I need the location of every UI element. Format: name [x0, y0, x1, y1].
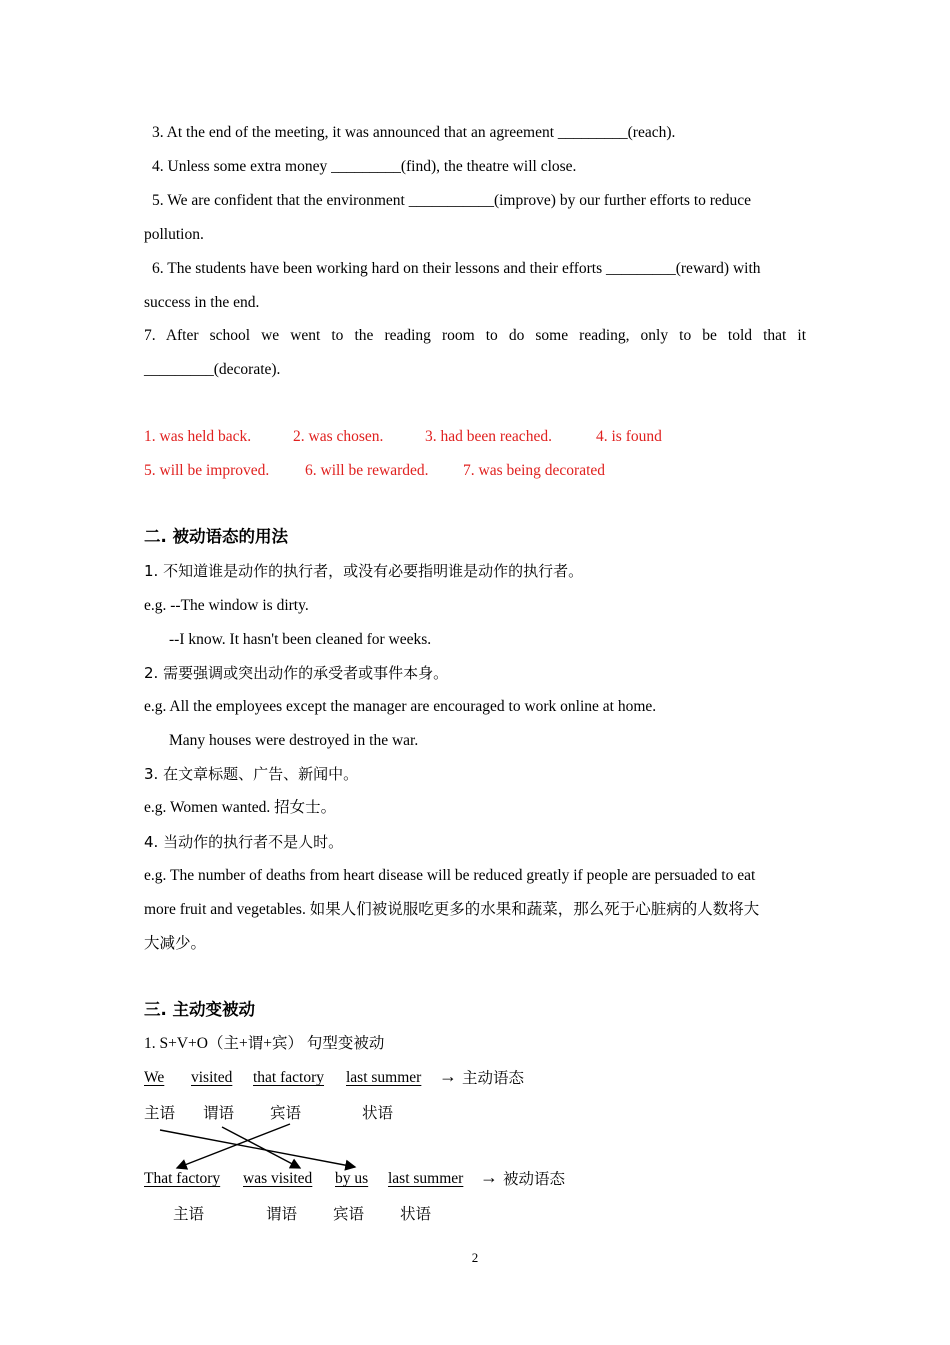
- passive-arrow-icon: →: [480, 1167, 498, 1187]
- active-role-subject: 主语: [144, 1104, 176, 1122]
- exercise-4: 4. Unless some extra money _________(find), the theatre will close.: [152, 158, 577, 175]
- active-adverbial-word: last summer: [346, 1069, 422, 1086]
- svo-pattern: 1. S+V+O（主+谓+宾） 句型变被动: [144, 1035, 385, 1052]
- active-subject-word: We: [144, 1069, 165, 1086]
- answer-2: 2. was chosen.: [293, 428, 384, 445]
- answer-5: 5. will be improved.: [144, 462, 270, 479]
- object-to-subject-arrow: [177, 1124, 290, 1168]
- exercise-6-line2: success in the end.: [144, 294, 260, 311]
- active-role-object: 宾语: [270, 1104, 302, 1122]
- usage-1-example-1: e.g. --The window is dirty.: [144, 597, 309, 614]
- usage-4-example-2: more fruit and vegetables. 如果人们被说服吃更多的水果和蔬菜，那么死于心脏病的人数将大: [144, 901, 760, 918]
- section-2-heading: 二. 被动语态的用法: [144, 527, 289, 546]
- usage-4: 4. 当动作的执行者不是人时。: [144, 833, 344, 851]
- exercise-7-line2: _________(decorate).: [144, 361, 281, 378]
- section-3-heading: 三. 主动变被动: [144, 1000, 256, 1019]
- active-role-verb: 谓语: [203, 1104, 235, 1122]
- active-object-word: that factory: [253, 1069, 325, 1086]
- exercise-3: 3. At the end of the meeting, it was announced that an agreement _________(reach).: [152, 124, 676, 141]
- exercise-5-line1: 5. We are confident that the environment ___________(improve) by our further efforts to reduce: [152, 192, 752, 209]
- passive-verb-word: was visited: [243, 1170, 313, 1187]
- usage-1: 1. 不知道谁是动作的执行者，或没有必要指明谁是动作的执行者。: [144, 562, 584, 580]
- exercise-7-line1: 7. After school we went to the reading room to do some reading, only to be told that it: [144, 327, 806, 344]
- active-role-adverbial: 状语: [362, 1104, 394, 1122]
- usage-4-example-1: e.g. The number of deaths from heart disease will be reduced greatly if people are persuaded to eat: [144, 867, 756, 884]
- active-verb-word: visited: [191, 1069, 233, 1086]
- usage-3-example-1: e.g. Women wanted. 招女士。: [144, 799, 337, 816]
- exercise-6-line1: 6. The students have been working hard on their lessons and their efforts _________(reward) with: [152, 260, 761, 277]
- usage-2-example-2: Many houses were destroyed in the war.: [169, 732, 419, 749]
- passive-object-word: by us: [335, 1170, 369, 1187]
- usage-1-example-2: --I know. It hasn't been cleaned for weeks.: [169, 631, 432, 648]
- subject-to-object-arrow: [160, 1130, 355, 1167]
- answer-7: 7. was being decorated: [463, 462, 606, 479]
- active-voice-label: 主动语态: [462, 1069, 525, 1087]
- passive-subject-word: That factory: [144, 1170, 221, 1187]
- page-number: 2: [471, 1250, 479, 1265]
- passive-voice-label: 被动语态: [503, 1170, 566, 1188]
- passive-role-subject: 主语: [173, 1205, 205, 1223]
- usage-2-example-1: e.g. All the employees except the manager are encouraged to work online at home.: [144, 698, 657, 715]
- answer-4: 4. is found: [596, 428, 662, 445]
- passive-adverbial-word: last summer: [388, 1170, 464, 1187]
- usage-2: 2. 需要强调或突出动作的承受者或事件本身。: [144, 664, 449, 682]
- passive-role-verb: 谓语: [266, 1205, 298, 1223]
- answer-1: 1. was held back.: [144, 428, 252, 445]
- exercise-5-line2: pollution.: [144, 226, 204, 243]
- usage-3: 3. 在文章标题、广告、新闻中。: [144, 765, 359, 783]
- verb-to-verb-arrow: [222, 1127, 300, 1168]
- passive-role-object: 宾语: [333, 1205, 365, 1223]
- passive-role-adverbial: 状语: [400, 1205, 432, 1223]
- answer-3: 3. had been reached.: [425, 428, 552, 445]
- active-arrow-icon: →: [439, 1066, 457, 1086]
- usage-4-example-3: 大减少。: [144, 935, 207, 952]
- answer-6: 6. will be rewarded.: [305, 462, 429, 479]
